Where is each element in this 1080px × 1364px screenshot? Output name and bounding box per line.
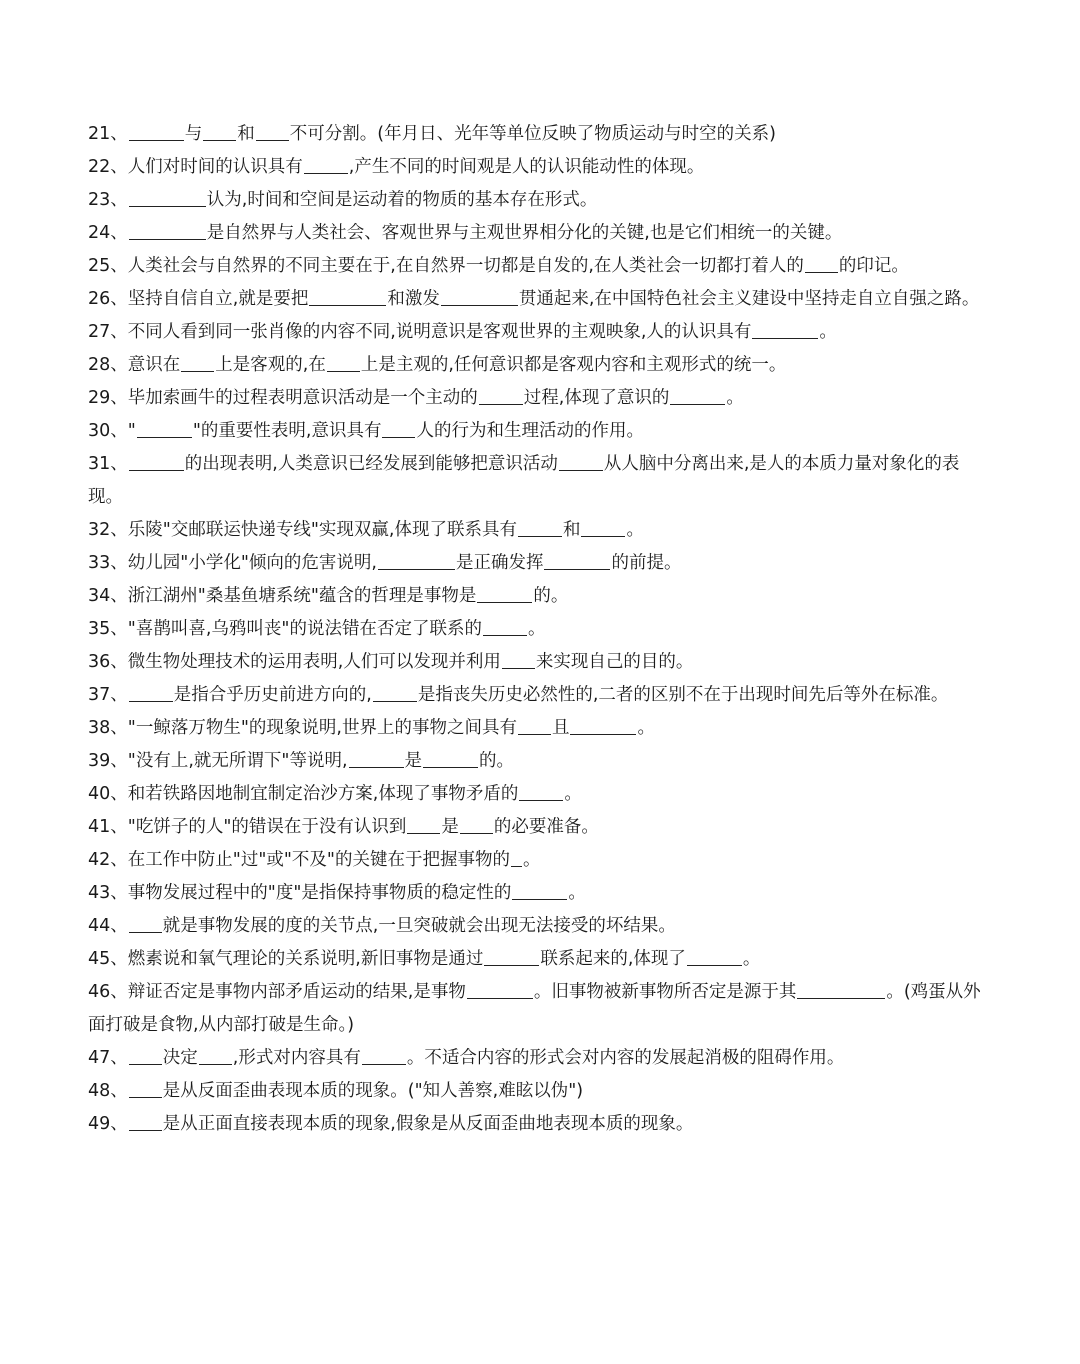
question-text: 且 xyxy=(551,718,570,738)
question-text: 。 xyxy=(742,949,761,969)
answer-blank[interactable] xyxy=(382,417,415,438)
question-text: 和激发 xyxy=(387,289,440,309)
answer-blank[interactable] xyxy=(479,384,523,405)
question-item xyxy=(88,745,984,778)
question-number: 41、 xyxy=(88,817,128,837)
answer-blank[interactable] xyxy=(199,1044,232,1065)
question-text: 的前提。 xyxy=(611,553,682,573)
answer-blank[interactable] xyxy=(518,714,551,735)
question-text: 就是事物发展的度的关节点,一旦突破就会出现无法接受的坏结果。 xyxy=(162,916,676,936)
question-text: 上是客观的,在 xyxy=(215,355,326,375)
answer-blank[interactable] xyxy=(460,813,493,834)
answer-blank[interactable] xyxy=(483,615,527,636)
question-text: 燃素说和氧气理论的关系说明,新旧事物是通过 xyxy=(127,949,484,969)
question-item xyxy=(88,283,984,316)
question-number: 32、 xyxy=(88,520,128,540)
question-text: 和 xyxy=(237,124,255,144)
question-text: 幼儿园"小学化"倾向的危害说明, xyxy=(127,553,377,573)
question-text: 。 xyxy=(637,718,655,738)
question-item xyxy=(88,976,984,1042)
answer-blank[interactable] xyxy=(518,516,562,537)
question-text: "喜鹊叫喜,乌鸦叫丧"的说法错在否定了联系的 xyxy=(127,619,482,639)
question-text: 的。 xyxy=(479,751,515,771)
question-number: 39、 xyxy=(88,751,128,771)
question-item xyxy=(88,217,984,250)
question-number: 21、 xyxy=(88,124,128,144)
answer-blank[interactable] xyxy=(423,747,478,768)
question-text: 上是主观的,任何意识都是客观内容和主观形式的统一。 xyxy=(360,355,787,375)
question-text: 。(鸡蛋从外面打破是食物,从内部打破是生命。) xyxy=(88,982,981,1035)
question-text: 辩证否定是事物内部矛盾运动的结果,是事物 xyxy=(127,982,466,1002)
question-item xyxy=(88,679,984,712)
question-text: 毕加索画牛的过程表明意识活动是一个主动的 xyxy=(127,388,478,408)
question-item xyxy=(88,514,984,547)
answer-blank[interactable] xyxy=(129,912,162,933)
question-text: 是 xyxy=(404,751,423,771)
question-item xyxy=(88,415,984,448)
question-number: 35、 xyxy=(88,619,128,639)
question-item xyxy=(88,316,984,349)
answer-blank[interactable] xyxy=(687,945,742,966)
question-number: 47、 xyxy=(88,1048,128,1068)
answer-blank[interactable] xyxy=(407,813,440,834)
question-item xyxy=(88,613,984,646)
answer-blank[interactable] xyxy=(559,450,603,471)
question-text: "吃饼子的人"的错误在于没有认识到 xyxy=(127,817,407,837)
question-number: 31、 xyxy=(88,454,128,474)
question-text: 不同人看到同一张肖像的内容不同,说明意识是客观世界的主观映象,人的认识具有 xyxy=(127,322,752,342)
answer-blank[interactable] xyxy=(670,384,725,405)
question-item xyxy=(88,646,984,679)
question-number: 46、 xyxy=(88,982,128,1002)
question-item xyxy=(88,844,984,877)
question-text: 。 xyxy=(564,784,582,804)
answer-blank[interactable] xyxy=(477,582,532,603)
question-text: 和若铁路因地制宜制定治沙方案,体现了事物矛盾的 xyxy=(127,784,519,804)
answer-blank[interactable] xyxy=(129,1044,162,1065)
question-item xyxy=(88,547,984,580)
question-text: 。 xyxy=(527,619,546,639)
answer-blank[interactable] xyxy=(129,120,184,141)
question-number: 24、 xyxy=(88,223,128,243)
question-text: 决定 xyxy=(162,1048,198,1068)
answer-blank[interactable] xyxy=(373,681,417,702)
question-text: 。旧事物被新事物所否定是源于其 xyxy=(533,982,797,1002)
question-text: 的出现表明,人类意识已经发展到能够把意识活动 xyxy=(184,454,558,474)
question-list xyxy=(88,118,984,1141)
answer-blank[interactable] xyxy=(805,252,838,273)
answer-blank[interactable] xyxy=(511,846,522,867)
answer-blank[interactable] xyxy=(441,285,518,306)
question-text: 不可分割。(年月日、光年等单位反映了物质运动与时空的关系) xyxy=(289,124,776,144)
answer-blank[interactable] xyxy=(467,978,533,999)
answer-blank[interactable] xyxy=(544,549,610,570)
question-number: 36、 xyxy=(88,652,128,672)
question-text: " xyxy=(127,421,136,441)
answer-blank[interactable] xyxy=(378,549,455,570)
question-text: 浙江湖州"桑基鱼塘系统"蕴含的哲理是事物是 xyxy=(127,586,477,606)
question-number: 42、 xyxy=(88,850,128,870)
question-number: 33、 xyxy=(88,553,128,573)
answer-blank[interactable] xyxy=(129,186,206,207)
question-text: 的必要准备。 xyxy=(493,817,599,837)
question-text: 是自然界与人类社会、客观世界与主观世界相分化的关键,也是它们相统一的关键。 xyxy=(206,223,843,243)
question-text: ,产生不同的时间观是人的认识能动性的体现。 xyxy=(348,157,705,177)
answer-blank[interactable] xyxy=(203,120,236,141)
question-text: 事物发展过程中的"度"是指保持事物质的稳定性的 xyxy=(127,883,512,903)
answer-blank[interactable] xyxy=(309,285,386,306)
question-text: 坚持自信自立,就是要把 xyxy=(127,289,309,309)
question-item xyxy=(88,580,984,613)
question-text: 人类社会与自然界的不同主要在于,在自然界一切都是自发的,在人类社会一切都打着人的 xyxy=(127,256,804,276)
question-item xyxy=(88,712,984,745)
question-text: 。 xyxy=(726,388,744,408)
question-number: 30、 xyxy=(88,421,128,441)
question-text: 是从反面歪曲表现本质的现象。("知人善察,难眩以伪") xyxy=(162,1081,584,1101)
question-number: 48、 xyxy=(88,1081,128,1101)
question-text: 从人脑中分离出来,是人的本质力量对象化的表现。 xyxy=(88,454,960,507)
question-text: 和 xyxy=(562,520,581,540)
question-text: 的。 xyxy=(533,586,569,606)
answer-blank[interactable] xyxy=(129,219,206,240)
question-text: "一鲸落万物生"的现象说明,世界上的事物之间具有 xyxy=(127,718,517,738)
question-item xyxy=(88,382,984,415)
question-text: 是正确发挥 xyxy=(455,553,544,573)
question-number: 27、 xyxy=(88,322,128,342)
question-number: 34、 xyxy=(88,586,128,606)
question-text: 联系起来的,体现了 xyxy=(540,949,686,969)
question-item xyxy=(88,250,984,283)
question-number: 26、 xyxy=(88,289,128,309)
question-text: "的重要性表明,意识具有 xyxy=(192,421,382,441)
question-number: 28、 xyxy=(88,355,128,375)
question-number: 25、 xyxy=(88,256,128,276)
question-text: 的印记。 xyxy=(838,256,909,276)
answer-blank[interactable] xyxy=(129,681,173,702)
question-number: 29、 xyxy=(88,388,128,408)
answer-blank[interactable] xyxy=(181,351,214,372)
question-text: 是指合乎历史前进方向的, xyxy=(173,685,372,705)
question-text: "没有上,就无所谓下"等说明, xyxy=(127,751,348,771)
answer-blank[interactable] xyxy=(304,153,348,174)
question-text: 。 xyxy=(819,322,837,342)
answer-blank[interactable] xyxy=(349,747,404,768)
question-text: 乐陵"交邮联运快递专线"实现双赢,体现了联系具有 xyxy=(127,520,517,540)
question-number: 49、 xyxy=(88,1114,128,1134)
question-text: 认为,时间和空间是运动着的物质的基本存在形式。 xyxy=(206,190,598,210)
question-item xyxy=(88,778,984,811)
question-item xyxy=(88,1042,984,1075)
question-text: 微生物处理技术的运用表明,人们可以发现并利用 xyxy=(127,652,501,672)
question-item xyxy=(88,349,984,382)
question-item xyxy=(88,184,984,217)
question-item xyxy=(88,1075,984,1108)
question-text: 意识在 xyxy=(127,355,181,375)
question-number: 37、 xyxy=(88,685,128,705)
question-number: 43、 xyxy=(88,883,128,903)
question-item xyxy=(88,151,984,184)
question-text: 是从正面直接表现本质的现象,假象是从反面歪曲地表现本质的现象。 xyxy=(162,1114,694,1134)
answer-blank[interactable] xyxy=(570,714,636,735)
question-item xyxy=(88,811,984,844)
question-number: 44、 xyxy=(88,916,128,936)
question-item xyxy=(88,943,984,976)
question-item xyxy=(88,1108,984,1141)
question-text: 人的行为和生理活动的作用。 xyxy=(416,421,644,441)
answer-blank[interactable] xyxy=(484,945,539,966)
question-item xyxy=(88,448,984,514)
question-number: 40、 xyxy=(88,784,128,804)
question-text: 。 xyxy=(522,850,541,870)
answer-blank[interactable] xyxy=(137,417,192,438)
question-item xyxy=(88,118,984,151)
question-text: 贯通起来,在中国特色社会主义建设中坚持走自立自强之路。 xyxy=(518,289,980,309)
question-number: 45、 xyxy=(88,949,128,969)
question-text: 过程,体现了意识的 xyxy=(523,388,670,408)
question-number: 38、 xyxy=(88,718,128,738)
answer-blank[interactable] xyxy=(256,120,289,141)
question-text: ,形式对内容具有 xyxy=(232,1048,361,1068)
answer-blank[interactable] xyxy=(581,516,625,537)
question-text: 来实现自己的目的。 xyxy=(535,652,694,672)
question-text: 人们对时间的认识具有 xyxy=(127,157,303,177)
answer-blank[interactable] xyxy=(502,648,535,669)
question-text: 。 xyxy=(568,883,586,903)
question-text: 。不适合内容的形式会对内容的发展起消极的阻碍作用。 xyxy=(406,1048,845,1068)
answer-blank[interactable] xyxy=(362,1044,406,1065)
question-number: 23、 xyxy=(88,190,128,210)
answer-blank[interactable] xyxy=(752,318,818,339)
question-item xyxy=(88,877,984,910)
answer-blank[interactable] xyxy=(129,1077,162,1098)
answer-blank[interactable] xyxy=(519,780,563,801)
question-text: 与 xyxy=(184,124,203,144)
question-text: 是 xyxy=(441,817,459,837)
question-number: 22、 xyxy=(88,157,128,177)
question-item xyxy=(88,910,984,943)
question-text: 在工作中防止"过"或"不及"的关键在于把握事物的 xyxy=(127,850,510,870)
answer-blank[interactable] xyxy=(512,879,567,900)
answer-blank[interactable] xyxy=(129,450,184,471)
question-text: 是指丧失历史必然性的,二者的区别不在于出现时间先后等外在标准。 xyxy=(417,685,949,705)
answer-blank[interactable] xyxy=(797,978,885,999)
answer-blank[interactable] xyxy=(129,1110,162,1131)
question-text: 。 xyxy=(626,520,644,540)
answer-blank[interactable] xyxy=(327,351,360,372)
